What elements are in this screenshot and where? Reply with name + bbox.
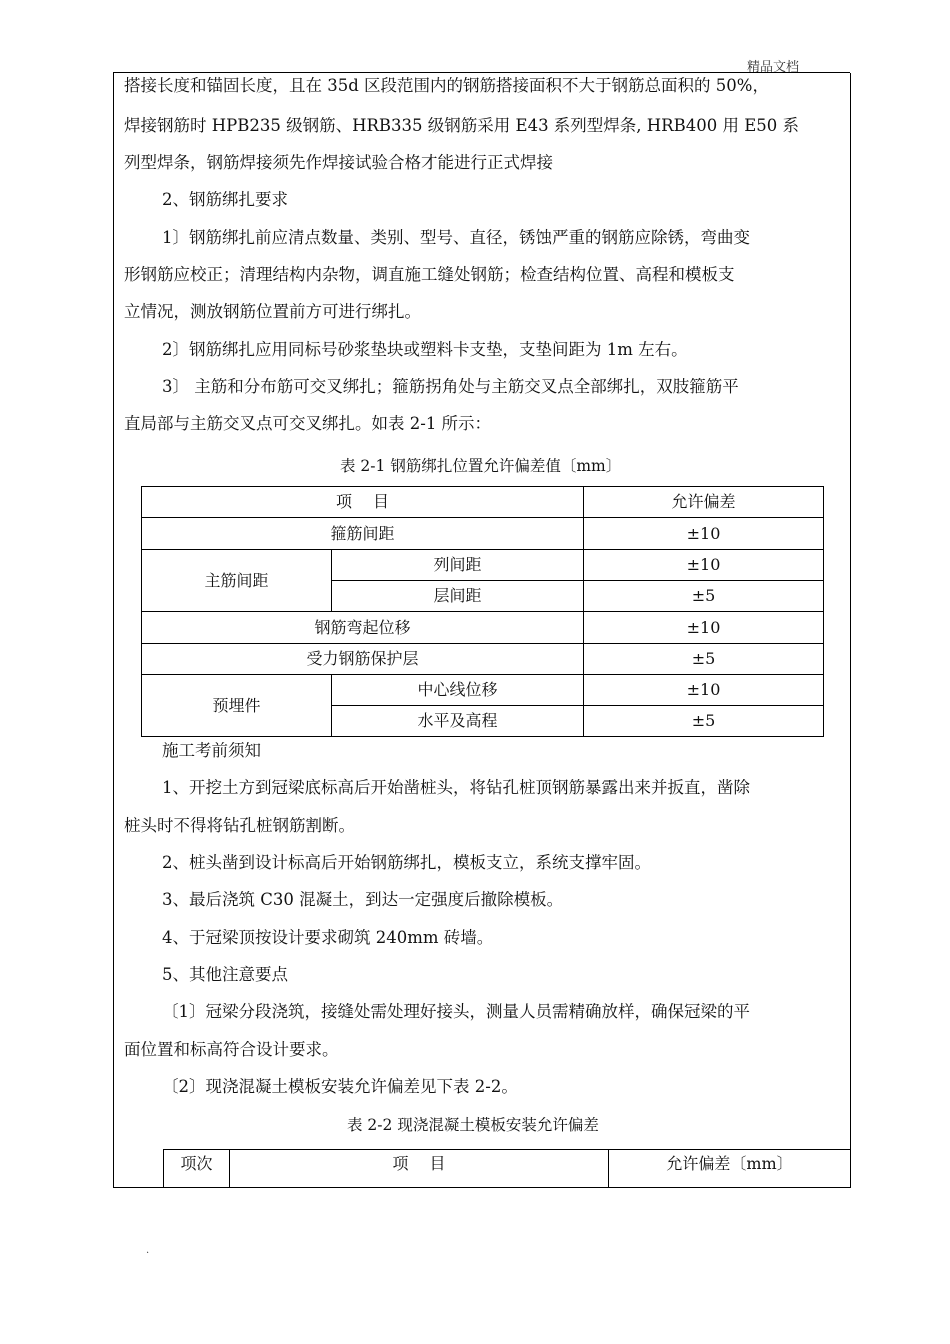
paragraph-line: 1、开挖土方到冠梁底标高后开始凿桩头，将钻孔桩顶钢筋暴露出来并扳直，凿除 [162,778,750,797]
table1-header-tolerance: 允许偏差 [584,487,824,518]
paragraph-line: 2〕钢筋绑扎应用同标号砂浆垫块或塑料卡支垫，支垫间距为 1m 左右。 [162,340,688,359]
table1-cell-tolerance: ±5 [584,581,824,612]
table1-cell-item: 箍筋间距 [142,518,584,550]
footer-mark: . [146,1245,150,1256]
table2-header-item: 项 目 [230,1150,609,1188]
table2-caption: 表 2-2 现浇混凝土模板安装允许偏差 [347,1116,599,1134]
table1-cell-tolerance: ±5 [584,644,824,675]
paragraph-line: 〔2〕现浇混凝土模板安装允许偏差见下表 2-2。 [162,1077,518,1096]
paragraph-line: 2、桩头凿到设计标高后开始钢筋绑扎，模板支立，系统支撑牢固。 [162,853,651,872]
section-heading: 2、钢筋绑扎要求 [162,190,288,209]
paragraph-line: 面位置和标高符合设计要求。 [124,1040,339,1059]
paragraph-line: 〔1〕冠梁分段浇筑，接缝处需处理好接头，测量人员需精确放样，确保冠梁的平 [162,1002,750,1021]
table1-header-item: 项 目 [142,487,584,518]
table1-cell-tolerance: ±10 [584,518,824,550]
table1-cell-tolerance: ±10 [584,550,824,581]
table1-cell-group: 主筋间距 [142,550,332,612]
section-heading: 5、其他注意要点 [162,965,288,984]
table1-cell-item: 受力钢筋保护层 [142,644,584,675]
paragraph-line: 焊接钢筋时 HPB235 级钢筋、HRB335 级钢筋采用 E43 系列型焊条, HRB400 用 E50 系 [124,116,800,135]
paragraph-line: 桩头时不得将钻孔桩钢筋割断。 [124,816,355,835]
paragraph-line: 3〕 主筋和分布筋可交叉绑扎；箍筋拐角处与主筋交叉点全部绑扎，双肢箍筋平 [162,377,739,396]
table1-cell-subitem: 层间距 [332,581,584,612]
table1-cell-tolerance: ±10 [584,612,824,644]
paragraph-line: 3、最后浇筑 C30 混凝土，到达一定强度后撤除模板。 [162,890,564,909]
paragraph-line: 形钢筋应校正；清理结构内杂物，调直施工缝处钢筋；检查结构位置、高程和模板支 [124,265,735,284]
tolerance-table-2-1 [141,486,824,737]
paragraph-line: 直局部与主筋交叉点可交叉绑扎。如表 2-1 所示： [124,414,492,433]
table1-cell-tolerance: ±5 [584,706,824,737]
paragraph-line: 列型焊条，钢筋焊接须先作焊接试验合格才能进行正式焊接 [124,153,553,172]
table2-header-tolerance: 允许偏差〔mm〕 [609,1150,851,1188]
paragraph-line: 1〕钢筋绑扎前应清点数量、类别、型号、直径，锈蚀严重的钢筋应除锈，弯曲变 [162,228,750,247]
paragraph-line: 搭接长度和锚固长度，且在 35d 区段范围内的钢筋搭接面积不大于钢筋总面积的 50%， [124,76,769,95]
tolerance-table-2-2 [163,1149,851,1188]
section-heading: 施工考前须知 [162,741,261,760]
table1-cell-subitem: 中心线位移 [332,675,584,706]
paragraph-line: 4、于冠梁顶按设计要求砌筑 240mm 砖墙。 [162,928,494,947]
table2-header-no: 项次 [164,1150,230,1188]
table1-cell-subitem: 水平及高程 [332,706,584,737]
table1-cell-item: 钢筋弯起位移 [142,612,584,644]
table1-cell-subitem: 列间距 [332,550,584,581]
table1-cell-tolerance: ±10 [584,675,824,706]
header-label: 精品文档 [747,60,800,75]
table1-caption: 表 2-1 钢筋绑扎位置允许偏差值〔mm〕 [340,457,622,475]
table1-cell-group: 预埋件 [142,675,332,737]
paragraph-line: 立情况，测放钢筋位置前方可进行绑扎。 [124,302,421,321]
